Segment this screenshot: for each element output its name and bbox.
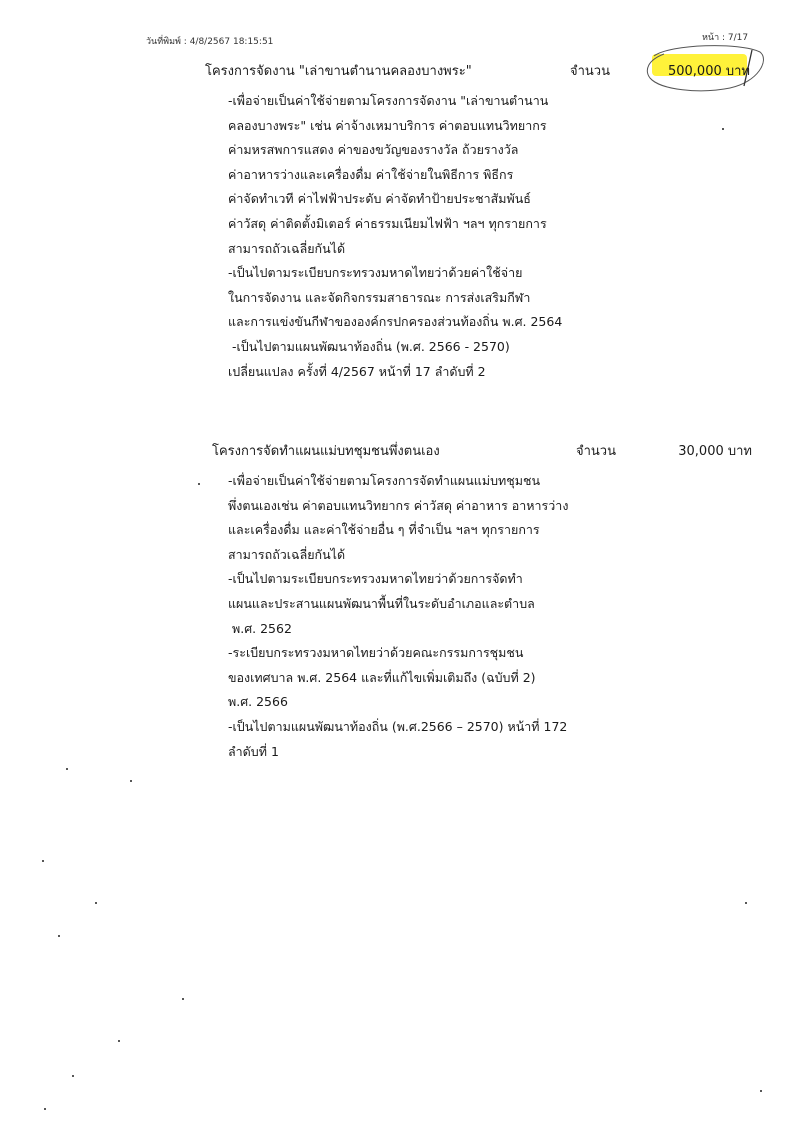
description-line: คลองบางพระ" เช่น ค่าจ้างเหมาบริการ ค่าตอบแทนวิทยากร bbox=[228, 117, 547, 133]
description-line: สามารถถัวเฉลี่ยกันได้ bbox=[228, 240, 346, 256]
description-line: พ.ศ. 2566 bbox=[228, 694, 288, 710]
scan-speck bbox=[722, 128, 724, 130]
description-line: พึ่งตนเองเช่น ค่าตอบแทนวิทยากร ค่าวัสดุ ค่าอาหาร อาหารว่าง bbox=[228, 497, 569, 513]
project-1-title: โครงการจัดงาน "เล่าขานตำนานคลองบางพระ" bbox=[205, 64, 472, 79]
scan-speck bbox=[760, 1090, 762, 1092]
project-2-amount-label: จำนวน bbox=[576, 444, 616, 459]
scan-speck bbox=[182, 998, 184, 1000]
description-line: ของเทศบาล พ.ศ. 2564 และที่แก้ไขเพิ่มเติมถึง (ฉบับที่ 2) bbox=[228, 669, 536, 685]
description-line: ค่ามหรสพการแสดง ค่าของขวัญของรางวัล ถ้วยรางวัล bbox=[228, 142, 519, 158]
scan-speck bbox=[118, 1040, 120, 1042]
print-date: วันที่พิมพ์ : 4/8/2567 18:15:51 bbox=[146, 37, 274, 47]
description-line: ค่าอาหารว่างและเครื่องดื่ม ค่าใช้จ่ายในพิธีการ พิธีกร bbox=[228, 166, 514, 182]
scan-speck bbox=[58, 935, 60, 937]
scan-speck bbox=[745, 902, 747, 904]
page-number: หน้า : 7/17 bbox=[702, 33, 749, 43]
description-line: สามารถถัวเฉลี่ยกันได้ bbox=[228, 546, 346, 562]
description-line: -ระเบียบกระทรวงมหาดไทยว่าด้วยคณะกรรมการชุมชน bbox=[228, 645, 524, 661]
description-line: พ.ศ. 2562 bbox=[232, 620, 292, 636]
scan-speck bbox=[130, 780, 132, 782]
scan-speck bbox=[72, 1075, 74, 1077]
scan-speck bbox=[66, 768, 68, 770]
description-line: และการแข่งขันกีฬาขององค์กรปกครองส่วนท้องถิ่น พ.ศ. 2564 bbox=[228, 314, 563, 330]
project-1-description bbox=[228, 89, 608, 384]
scan-speck bbox=[198, 483, 200, 485]
description-line: ค่าวัสดุ ค่าติดตั้งมิเตอร์ ค่าธรรมเนียมไฟฟ้า ฯลฯ ทุกรายการ bbox=[228, 215, 547, 231]
project-1-amount-value: 500,000 บาท bbox=[667, 64, 750, 79]
description-line: -เป็นไปตามแผนพัฒนาท้องถิ่น (พ.ศ.2566 – 2570) หน้าที่ 172 bbox=[228, 718, 568, 734]
description-line: -เป็นไปตามแผนพัฒนาท้องถิ่น (พ.ศ. 2566 - 2570) bbox=[232, 338, 510, 354]
description-line: ค่าจัดทำเวที ค่าไฟฟ้าประดับ ค่าจัดทำป้ายประชาสัมพันธ์ bbox=[228, 191, 531, 207]
project-2-title: โครงการจัดทำแผนแม่บทชุมชนพึ่งตนเอง bbox=[212, 444, 440, 459]
scan-speck bbox=[42, 860, 44, 862]
description-line: แผนและประสานแผนพัฒนาพื้นที่ในระดับอำเภอและตำบล bbox=[228, 595, 535, 611]
project-2-description bbox=[228, 469, 608, 764]
project-1-amount-label: จำนวน bbox=[570, 64, 610, 79]
scan-speck bbox=[95, 902, 97, 904]
description-line: เปลี่ยนแปลง ครั้งที่ 4/2567 หน้าที่ 17 ลำดับที่ 2 bbox=[228, 363, 486, 379]
description-line: และเครื่องดื่ม และค่าใช้จ่ายอื่น ๆ ที่จำเป็น ฯลฯ ทุกรายการ bbox=[228, 522, 540, 538]
project-2-amount-value: 30,000 บาท bbox=[678, 444, 752, 459]
scan-speck bbox=[44, 1108, 46, 1110]
description-line: ลำดับที่ 1 bbox=[228, 743, 279, 759]
description-line: -เพื่อจ่ายเป็นค่าใช้จ่ายตามโครงการจัดงาน "เล่าขานตำนาน bbox=[228, 93, 549, 108]
description-line: -เป็นไปตามระเบียบกระทรวงมหาดไทยว่าด้วยค่าใช้จ่าย bbox=[228, 265, 523, 281]
description-line: -เป็นไปตามระเบียบกระทรวงมหาดไทยว่าด้วยการจัดทำ bbox=[228, 571, 523, 587]
description-line: -เพื่อจ่ายเป็นค่าใช้จ่ายตามโครงการจัดทำแผนแม่บทชุมชน bbox=[228, 473, 541, 488]
description-line: ในการจัดงาน และจัดกิจกรรมสาธารณะ การส่งเสริมกีฬา bbox=[228, 289, 531, 305]
